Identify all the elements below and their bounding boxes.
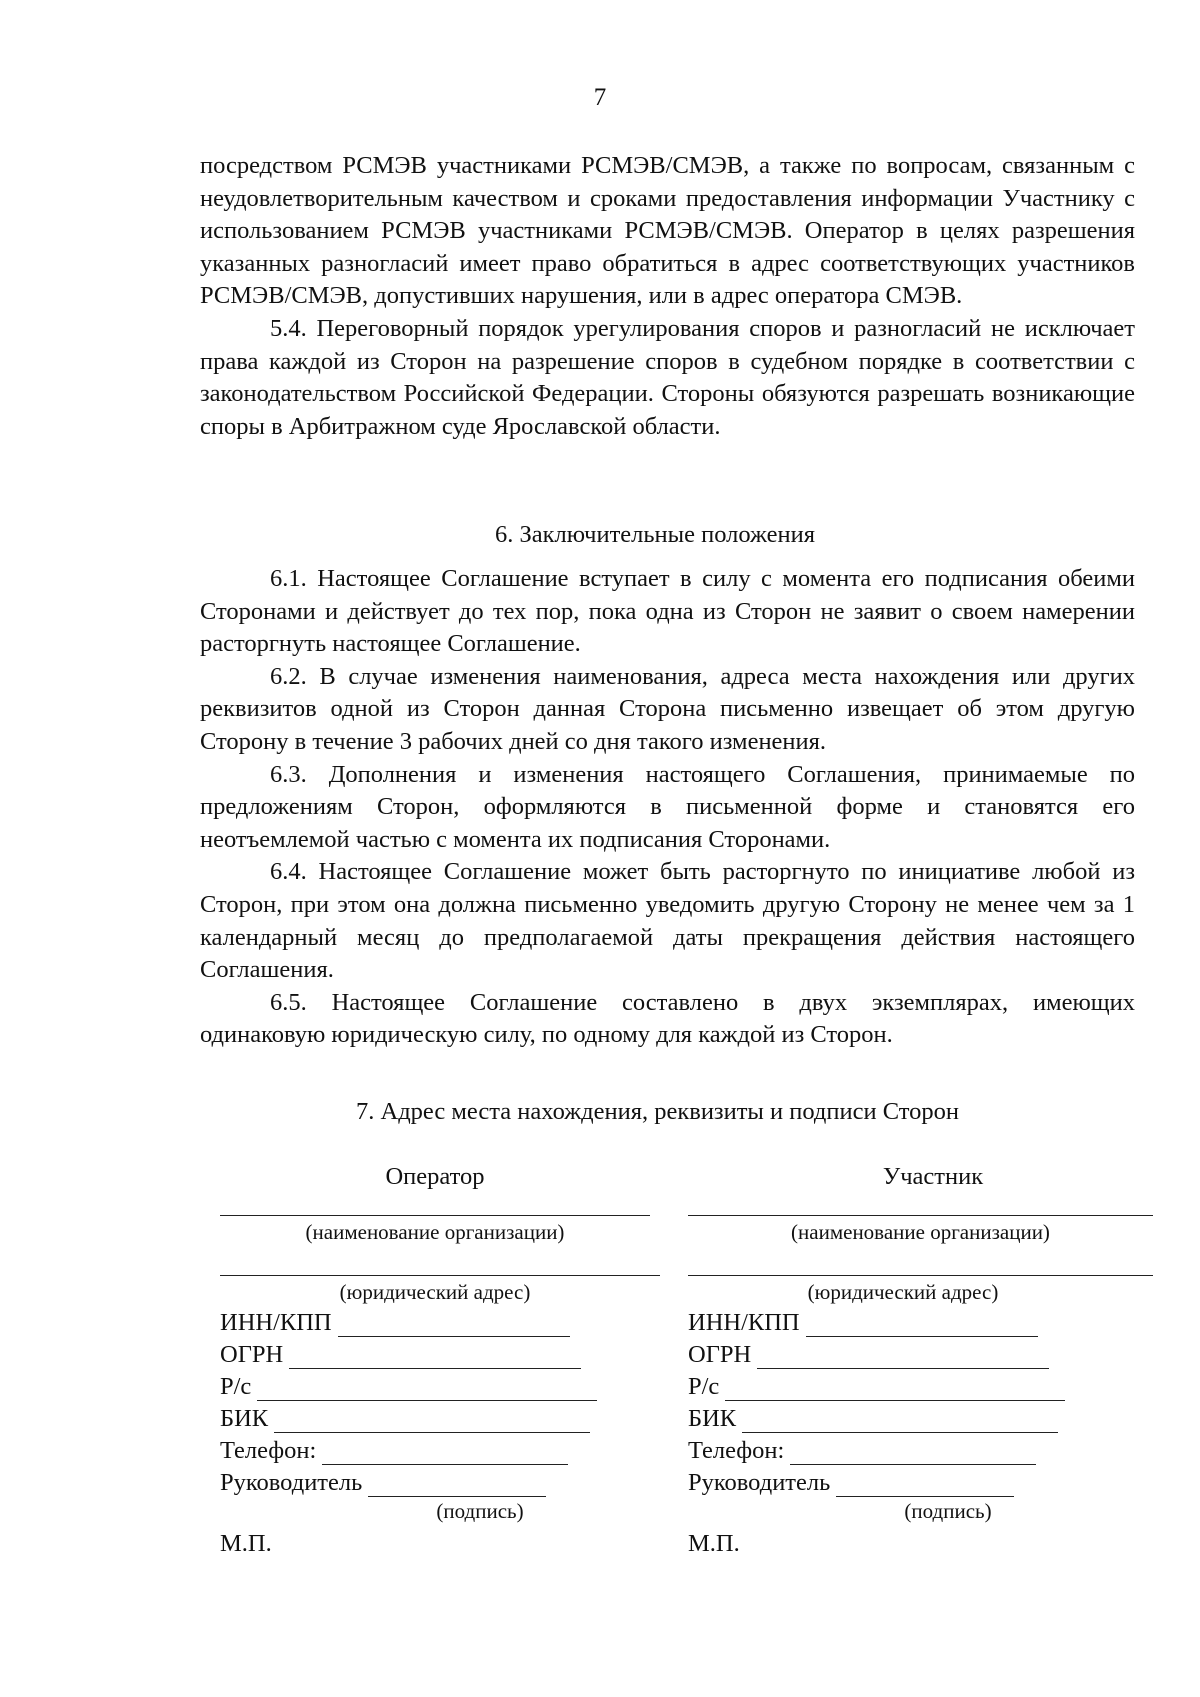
address-caption: (юридический адрес) <box>339 1280 531 1304</box>
stamp-label: М.П. <box>688 1530 740 1557</box>
paragraph-5-4: 5.4. Переговорный порядок урегулирования споров и разногласий не исключает права каждой из Сторон на разрешение споров в судебном порядке в соответствии с законодательством Российской Федерации. Стороны обязуются разрешать возникающие споры в Арбитражном суде Ярославской области. <box>200 314 1135 440</box>
inn-blank[interactable] <box>806 1314 1038 1337</box>
phone-blank[interactable] <box>790 1442 1036 1465</box>
participant-title: Участник <box>882 1163 984 1190</box>
phone-field <box>688 1433 1158 1465</box>
org-name-line[interactable] <box>688 1201 1153 1216</box>
inn-field <box>220 1305 690 1337</box>
operator-title: Оператор <box>385 1163 485 1190</box>
ogrn-field <box>220 1337 690 1369</box>
phone-field <box>220 1433 690 1465</box>
inn-label: ИНН/КПП <box>220 1309 332 1336</box>
ogrn-blank[interactable] <box>289 1346 581 1369</box>
page-number: 7 <box>593 84 607 111</box>
account-field <box>220 1369 690 1401</box>
account-label: Р/с <box>220 1373 252 1400</box>
address-line[interactable] <box>220 1261 660 1276</box>
bik-field <box>220 1401 690 1433</box>
section6-heading: 6. Заключительные положения <box>494 521 815 548</box>
ogrn-field <box>688 1337 1158 1369</box>
head-label: Руководитель <box>220 1469 363 1496</box>
bik-label: БИК <box>688 1405 737 1432</box>
bik-blank[interactable] <box>274 1410 590 1433</box>
signature-caption: (подпись) <box>904 1499 992 1523</box>
inn-label: ИНН/КПП <box>688 1309 800 1336</box>
phone-label: Телефон: <box>688 1437 785 1464</box>
account-field <box>688 1369 1158 1401</box>
section7-heading: 7. Адрес места нахождения, реквизиты и подписи Сторон <box>356 1098 959 1125</box>
account-blank[interactable] <box>257 1378 597 1401</box>
account-label: Р/с <box>688 1373 720 1400</box>
paragraph-6-3: 6.3. Дополнения и изменения настоящего Соглашения, принимаемые по предложениям Сторон, оформляются в письменной форме и становятся его неотъемлемой частью с момента их подписания Сторонами. <box>200 760 1135 853</box>
signature-blank[interactable] <box>836 1474 1014 1497</box>
paragraph-6-4: 6.4. Настоящее Соглашение может быть расторгнуто по инициативе любой из Сторон, при этом она должна письменно уведомить другую Сторону не менее чем за 1 календарный месяц до предполагаемой даты прекращения действия настоящего Соглашения. <box>200 858 1135 984</box>
signature-caption: (подпись) <box>436 1499 524 1523</box>
address-caption: (юридический адрес) <box>807 1280 999 1304</box>
ogrn-label: ОГРН <box>220 1341 284 1368</box>
phone-blank[interactable] <box>322 1442 568 1465</box>
ogrn-label: ОГРН <box>688 1341 752 1368</box>
participant-requisites <box>688 1163 1158 1558</box>
phone-label: Телефон: <box>220 1437 317 1464</box>
inn-field <box>688 1305 1158 1337</box>
paragraph-6-2: 6.2. В случае изменения наименования, адреса места нахождения или других реквизитов одной из Сторон данная Сторона письменно извещает об этом другую Сторону в течение 3 рабочих дней со дня такого изменения. <box>200 662 1135 755</box>
signature-blank[interactable] <box>368 1474 546 1497</box>
operator-requisites <box>220 1163 690 1558</box>
org-name-line[interactable] <box>220 1201 650 1216</box>
head-field <box>220 1465 690 1497</box>
section6-text <box>200 563 1135 1052</box>
inn-blank[interactable] <box>338 1314 570 1337</box>
paragraph-6-5: 6.5. Настоящее Соглашение составлено в двух экземплярах, имеющих одинаковую юридическую силу, по одному для каждой из Сторон. <box>200 988 1135 1049</box>
org-name-caption: (наименование организации) <box>791 1220 1050 1244</box>
ogrn-blank[interactable] <box>757 1346 1049 1369</box>
section5-text <box>200 150 1135 443</box>
paragraph: посредством РСМЭВ участниками РСМЭВ/СМЭВ, а также по вопросам, связанным с неудовлетворительным качеством и сроками предоставления информации Участнику с использованием РСМЭВ участниками РСМЭВ/СМЭВ. Оператор в целях разрешения указанных разногласий имеет право обратиться в адрес соответствующих участников РСМЭВ/СМЭВ, допустивших нарушения, или в адрес оператора СМЭВ. <box>200 152 1135 310</box>
stamp-label: М.П. <box>220 1530 272 1557</box>
bik-field <box>688 1401 1158 1433</box>
paragraph-6-1: 6.1. Настоящее Соглашение вступает в силу с момента его подписания обеими Сторонами и действует до тех пор, пока одна из Сторон не заявит о своем намерении расторгнуть настоящее Соглашение. <box>200 565 1135 658</box>
bik-label: БИК <box>220 1405 269 1432</box>
address-line[interactable] <box>688 1261 1153 1276</box>
head-field <box>688 1465 1158 1497</box>
org-name-caption: (наименование организации) <box>305 1220 565 1244</box>
account-blank[interactable] <box>725 1378 1065 1401</box>
head-label: Руководитель <box>688 1469 831 1496</box>
bik-blank[interactable] <box>742 1410 1058 1433</box>
